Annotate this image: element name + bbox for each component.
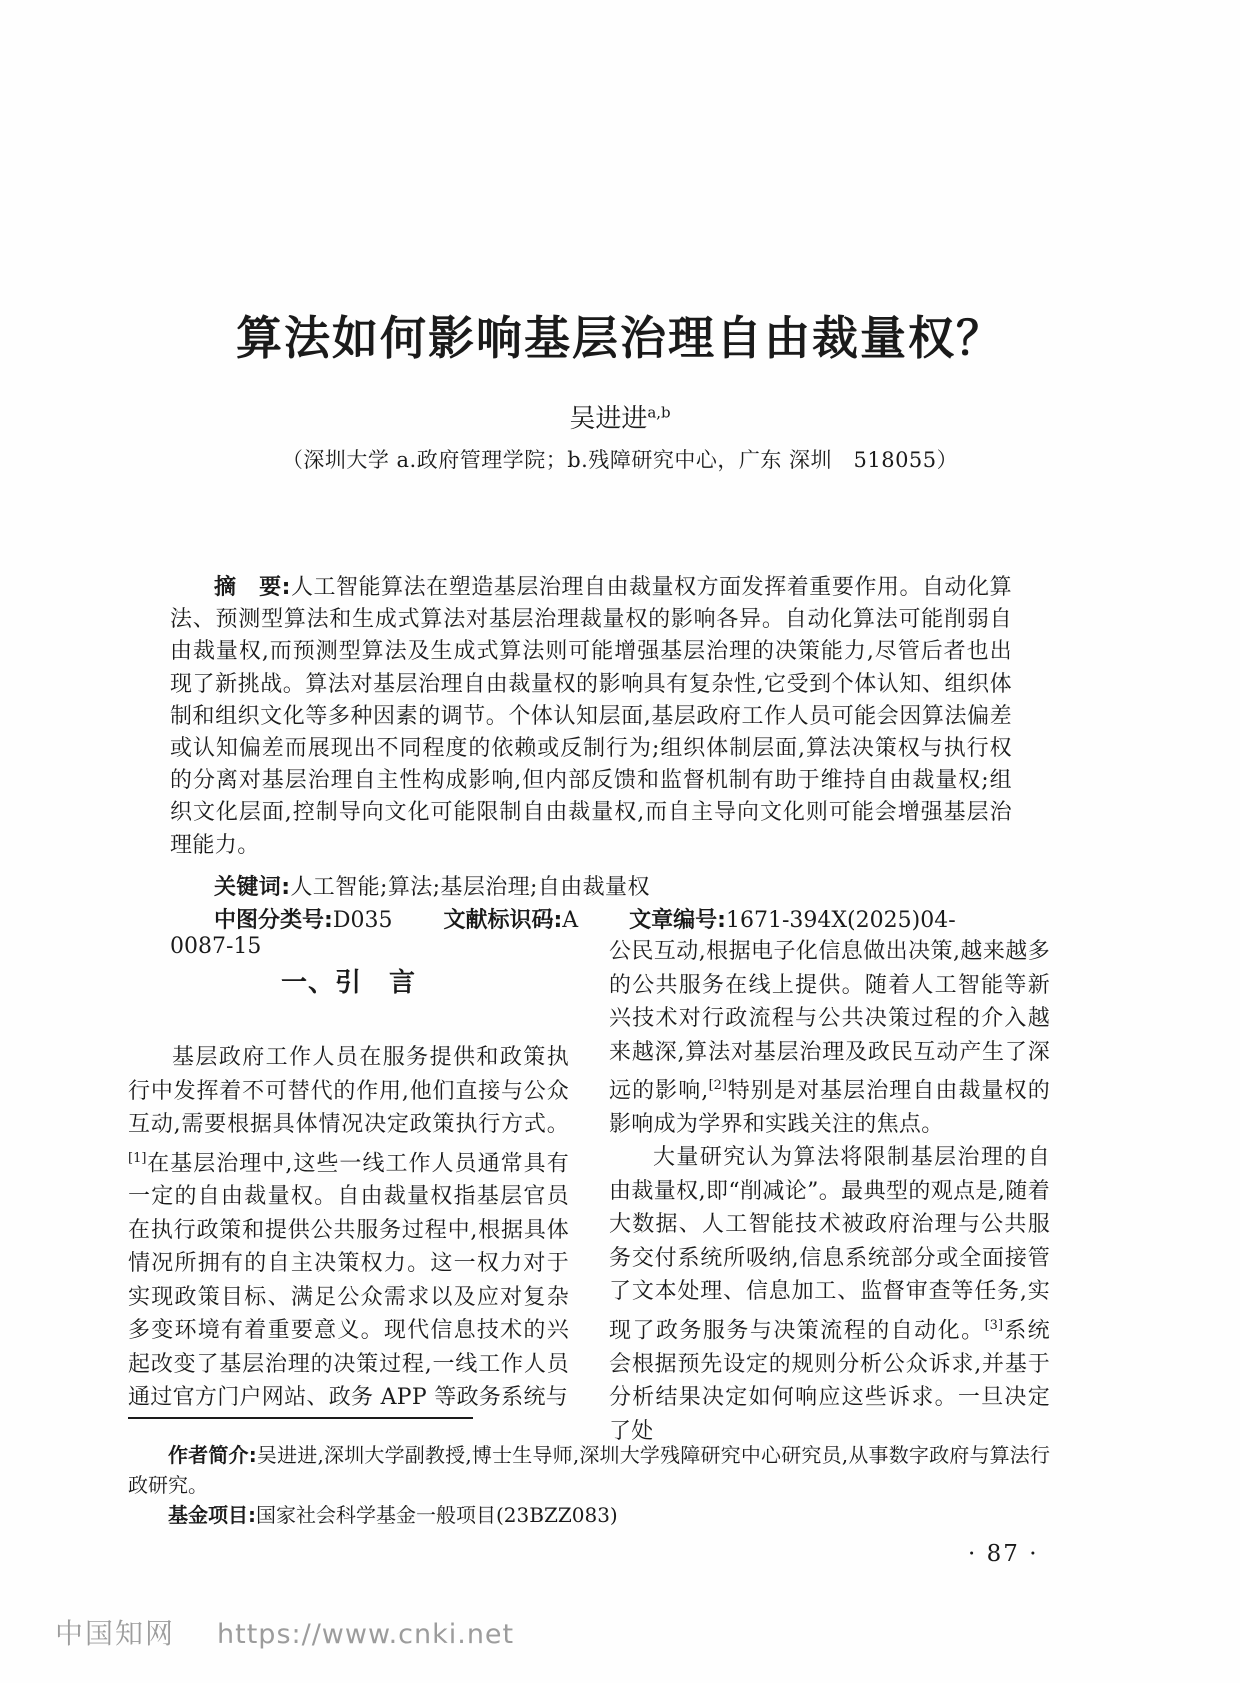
fund-project [128,1500,1050,1530]
keywords-line [170,870,1012,901]
intro-p1cont-text-a: 公民互动,根据电子化信息做出决策,越来越多的公共服务在线上提供。随着人工智能等新兴技术对行政流程与公共决策过程的介入越来越深,算法对基层治理及政民互动产生了深远的影响, [609,939,1050,1104]
abstract-text: 人工智能算法在塑造基层治理自由裁量权方面发挥着重要作用。自动化算法、预测型算法和生成式算法对基层治理裁量权的影响各异。自动化算法可能削弱自由裁量权,而预测型算法及生成式算法则可能增强基层治理的决策能力,尽管后者也出现了新挑战。算法对基层治理自由裁量权的影响具有复杂性,它受到个体认知、组织体制和组织文化等多种因素的调节。个体认知层面,基层政府工作人员可能会因算法偏差或认知偏差而展现出不同程度的依赖或反制行为;组织体制层面,算法决策权与执行权的分离对基层治理自主性构成影响,但内部反馈和监督机制有助于维持自由裁量权;组织文化层面,控制导向文化可能限制自由裁量权,而自主导向文化则可能会增强基层治理能力。 [170,575,1012,858]
keywords-label: 关键词: [214,875,291,900]
intro-p1-text-a: 基层政府工作人员在服务提供和政策执行中发挥着不可替代的作用,他们直接与公众互动,需要根据具体情况决定政策执行方式。 [128,1045,569,1137]
abstract-label: 摘 要: [214,575,291,600]
citation-ref-1: [1] [128,1150,147,1166]
clc-label: 中图分类号: [214,908,333,933]
left-column [128,935,569,1448]
article-id-label: 文章编号: [629,908,726,933]
author-line [0,398,1240,435]
keywords-text: 人工智能;算法;基层治理;自由裁量权 [290,875,650,900]
author-bio-text: 吴进进,深圳大学副教授,博士生导师,深圳大学残障研究中心研究员,从事数字政府与算法行政研究。 [128,1443,1050,1497]
intro-p2-text-b: 系统会根据预先设定的规则分析公众诉求,并基于分析结果决定如何响应这些诉求。一旦决定了处 [609,1318,1050,1444]
article-id-value: 1671-394X(2025)04-0087-15 [170,908,956,959]
citation-ref-2: [2] [708,1078,727,1093]
intro-p2-text-a: 大量研究认为算法将限制基层治理的自由裁量权,即“削减论”。最典型的观点是,随着大数据、人工智能技术被政府治理与公共服务交付系统所吸纳,信息系统部分或全面接管了文本处理、信息加工、监督审查等任务,实现了政务服务与决策流程的自动化。 [609,1145,1050,1344]
document-code-label: 文献标识码: [443,908,563,933]
cnki-brand-text: 中国知网 [55,1617,176,1650]
intro-p1-text-b: 在基层治理中,这些一线工作人员通常具有一定的自由裁量权。自由裁量权指基层官员在执行政策和提供公共服务过程中,根据具体情况所拥有的自主决策权力。这一权力对于实现政策目标、满足公众需求以及应对复杂多变环境有着重要意义。现代信息技术的兴起改变了基层治理的决策过程,一线工作人员通过官方门户网站、政务 APP 等政务系统与 [128,1150,569,1411]
intro-p1cont-text-b: 特别是对基层治理自由裁量权的影响成为学界和实践关注的焦点。 [609,1078,1050,1137]
author-bio-label: 作者简介: [168,1443,257,1467]
right-column [609,935,1050,1448]
author-affiliation: （深圳大学 a.政府管理学院；b.残障研究中心，广东 深圳 518055） [281,448,959,472]
clc-number [214,908,392,933]
author-name: 吴进进 [569,404,648,434]
intro-paragraph-1 [128,1041,569,1415]
page-number: · 87 · [968,1541,1039,1567]
footnote-divider [128,1417,473,1419]
body-columns [128,935,1050,1448]
fund-project-label: 基金项目: [168,1503,256,1527]
section-heading-introduction: 一、引 言 [280,968,416,998]
cnki-watermark [55,1612,514,1652]
cnki-url-text: https://www.cnki.net [217,1619,515,1650]
footnote-block [128,1440,1050,1530]
intro-paragraph-2 [609,1141,1050,1448]
document-code-value: A [562,908,579,933]
author-superscript: a,b [647,403,671,422]
abstract-paragraph [170,572,1012,862]
citation-ref-3: [3] [984,1317,1004,1333]
author-bio [128,1440,1050,1500]
fund-project-text: 国家社会科学基金一般项目(23BZZ083) [256,1503,618,1527]
intro-paragraph-1-continued [609,935,1050,1141]
clc-value: D035 [332,908,393,933]
article-title: 算法如何影响基层治理自由裁量权？ [236,311,1004,365]
document-code [443,908,578,933]
